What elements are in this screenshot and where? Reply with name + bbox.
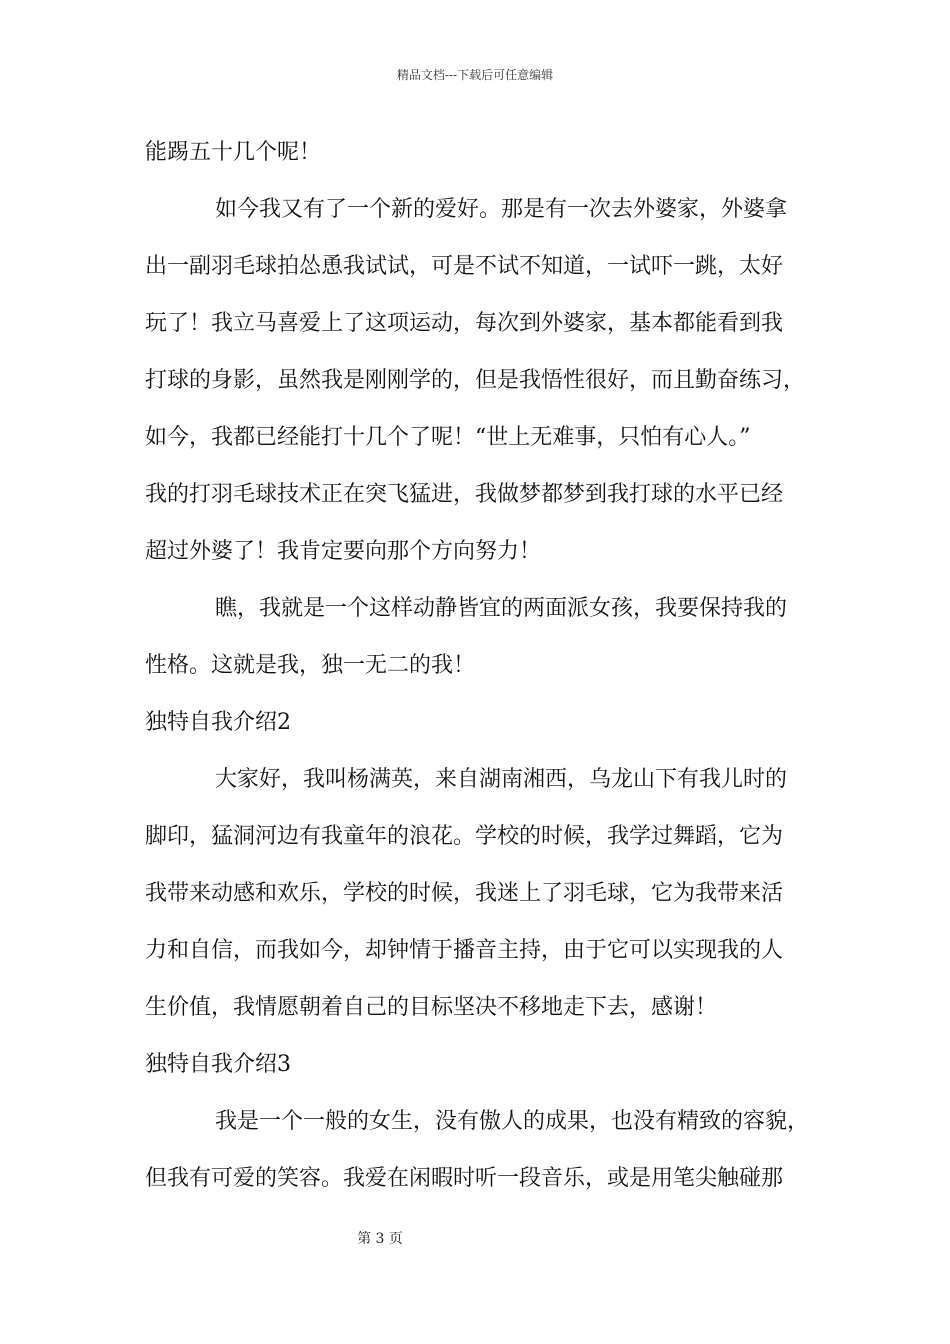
body-line: 性格。这就是我，独一无二的我！ bbox=[145, 653, 476, 678]
body-line: 出一副羽毛球拍怂恿我试试，可是不试不知道，一试吓一跳，太好 bbox=[145, 254, 784, 279]
body-line: 如今，我都已经能打十几个了呢！“世上无难事，只怕有心人。” bbox=[145, 425, 751, 450]
paragraph-first-line: 我是一个一般的女生，没有傲人的成果，也没有精致的容貌， bbox=[215, 1109, 810, 1134]
body-line: 生价值，我情愿朝着自己的目标坚决不移地走下去，感谢！ bbox=[145, 995, 718, 1020]
body-line: 我带来动感和欢乐，学校的时候，我迷上了羽毛球，它为我带来活 bbox=[145, 881, 784, 906]
body-line: 我的打羽毛球技术正在突飞猛进，我做梦都梦到我打球的水平已经 bbox=[145, 482, 784, 507]
body-line: 能踢五十几个呢！ bbox=[145, 140, 322, 165]
body-line: 脚印，猛洞河边有我童年的浪花。学校的时候，我学过舞蹈，它为 bbox=[145, 824, 784, 849]
page-number: 第 3 页 bbox=[357, 1231, 403, 1247]
body-line: 玩了！我立马喜爱上了这项运动，每次到外婆家，基本都能看到我 bbox=[145, 311, 784, 336]
paragraph-first-line: 大家好，我叫杨满英，来自湖南湘西，乌龙山下有我儿时的 bbox=[215, 767, 788, 792]
body-line: 力和自信，而我如今，却钟情于播音主持，由于它可以实现我的人 bbox=[145, 938, 784, 963]
body-line: 超过外婆了！我肯定要向那个方向努力！ bbox=[145, 539, 542, 564]
section-heading: 独特自我介绍3 bbox=[145, 1052, 291, 1077]
paragraph-first-line: 瞧，我就是一个这样动静皆宜的两面派女孩，我要保持我的 bbox=[215, 596, 788, 621]
body-line: 打球的身影，虽然我是刚刚学的，但是我悟性很好，而且勤奋练习， bbox=[145, 368, 806, 393]
body-line: 但我有可爱的笑容。我爱在闲暇时听一段音乐，或是用笔尖触碰那 bbox=[145, 1166, 784, 1191]
section-heading: 独特自我介绍2 bbox=[145, 710, 291, 735]
page-header: 精品文档---下载后可任意编辑 bbox=[396, 68, 554, 82]
paragraph-first-line: 如今我又有了一个新的爱好。那是有一次去外婆家，外婆拿 bbox=[215, 197, 788, 222]
